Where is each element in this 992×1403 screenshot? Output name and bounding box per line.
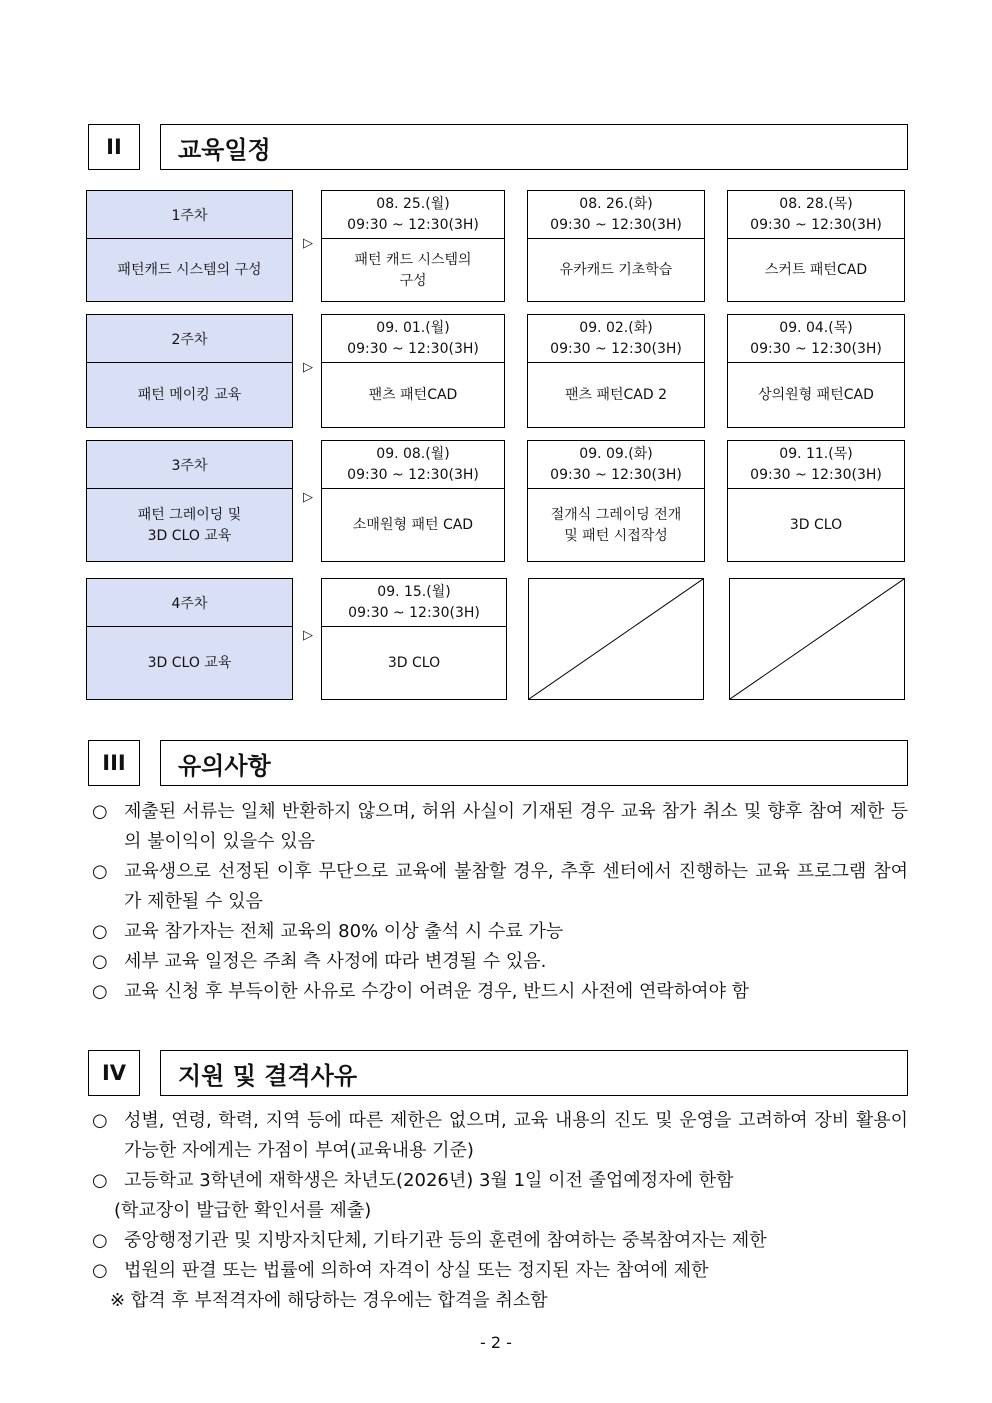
session-time: 09:30 ~ 12:30(3H) <box>750 466 882 483</box>
section-3-title: 유의사항 <box>160 740 908 786</box>
list-item <box>92 1226 908 1256</box>
session-box <box>727 314 905 428</box>
session-time: 09:30 ~ 12:30(3H) <box>750 216 882 233</box>
note-text: 고등학교 3학년에 재학생은 차년도(2026년) 3월 1일 이전 졸업예정자에 한함 <box>124 1170 734 1191</box>
session-line: 유카캐드 기초학습 <box>559 262 673 278</box>
session-line: 3D CLO <box>789 517 843 533</box>
list-item <box>92 797 908 857</box>
session-box <box>527 190 705 302</box>
note-text: 법원의 판결 또는 법률에 의하여 자격이 상실 또는 정지된 자는 참여에 제한 <box>124 1260 709 1281</box>
session-header <box>528 191 704 239</box>
list-item <box>92 917 908 947</box>
arrow-icon: ▷ <box>303 628 313 643</box>
empty-cell <box>528 578 704 700</box>
week-title-line: 패턴 메이킹 교육 <box>137 387 242 403</box>
session-date: 09. 11.(목) <box>779 445 853 462</box>
session-time: 09:30 ~ 12:30(3H) <box>347 216 479 233</box>
footnote <box>92 1286 908 1316</box>
session-line: 및 패턴 시접작성 <box>564 527 668 544</box>
session-date: 08. 25.(월) <box>376 195 450 212</box>
session-box <box>527 314 705 428</box>
session-time: 09:30 ~ 12:30(3H) <box>550 466 682 483</box>
session-content <box>528 239 704 302</box>
notes-list <box>92 797 908 1007</box>
session-line: 스커트 패턴CAD <box>764 262 868 278</box>
week-title <box>87 489 292 562</box>
session-header <box>322 191 504 239</box>
session-content <box>728 239 904 302</box>
session-line: 소매원형 패턴 CAD <box>352 517 474 533</box>
list-item <box>92 1106 908 1166</box>
session-date: 09. 08.(월) <box>376 445 450 462</box>
session-date: 09. 09.(화) <box>579 445 653 462</box>
session-content <box>728 363 904 428</box>
session-content <box>322 363 504 428</box>
week-label: 2주차 <box>87 315 292 363</box>
session-date: 09. 04.(목) <box>779 319 853 336</box>
bullet-icon: ○ <box>92 1110 108 1131</box>
note-text: 교육생으로 선정된 이후 무단으로 교육에 불참할 경우, 추후 센터에서 진행하는 교육 프로그램 참여가 제한될 수 있음 <box>124 861 908 912</box>
session-header <box>528 441 704 489</box>
empty-cell <box>729 578 905 700</box>
week-label: 4주차 <box>87 579 292 627</box>
section-4-number: IV <box>88 1050 140 1096</box>
session-header <box>728 315 904 363</box>
bullet-icon: ○ <box>92 1260 108 1281</box>
bullet-icon: ○ <box>92 1170 108 1191</box>
session-time: 09:30 ~ 12:30(3H) <box>750 340 882 357</box>
session-header <box>728 191 904 239</box>
session-line: 절개식 그레이딩 전개 <box>550 506 682 523</box>
list-item <box>92 977 908 1007</box>
session-content <box>322 239 504 302</box>
session-date: 08. 26.(화) <box>579 195 653 212</box>
week-title <box>87 239 292 302</box>
week-label: 1주차 <box>87 191 292 239</box>
note-text: 세부 교육 일정은 주최 측 사정에 따라 변경될 수 있음. <box>124 951 547 972</box>
session-box <box>321 578 507 700</box>
session-time: 09:30 ~ 12:30(3H) <box>348 604 480 621</box>
week-title-line: 3D CLO 교육 <box>147 527 232 544</box>
diagonal-line <box>730 579 904 699</box>
bullet-icon: ○ <box>92 981 108 1002</box>
session-line: 패턴 캐드 시스템의 <box>354 251 472 268</box>
arrow-icon: ▷ <box>303 236 313 251</box>
diagonal-line <box>529 579 703 699</box>
session-box <box>527 440 705 562</box>
week-title <box>87 627 292 700</box>
session-date: 09. 02.(화) <box>579 319 653 336</box>
session-time: 09:30 ~ 12:30(3H) <box>550 340 682 357</box>
session-header <box>322 579 506 627</box>
week-1-box <box>86 190 293 302</box>
session-content <box>322 627 506 700</box>
session-content <box>528 363 704 428</box>
session-time: 09:30 ~ 12:30(3H) <box>550 216 682 233</box>
note-text: 교육 신청 후 부득이한 사유로 수강이 어려운 경우, 반드시 사전에 연락하여야 함 <box>124 981 750 1002</box>
week-title-line: 패턴캐드 시스템의 구성 <box>117 262 262 278</box>
list-item <box>92 1196 908 1226</box>
session-date: 09. 01.(월) <box>376 319 450 336</box>
bullet-icon: ○ <box>92 1230 108 1251</box>
session-line: 3D CLO <box>387 655 441 671</box>
section-2-title: 교육일정 <box>160 124 908 170</box>
week-4-box <box>86 578 293 700</box>
session-date: 08. 28.(목) <box>779 195 853 212</box>
list-item <box>92 857 908 917</box>
bullet-icon: ○ <box>92 801 108 822</box>
bullet-icon: ○ <box>92 921 108 942</box>
session-line: 팬츠 패턴CAD <box>368 387 458 403</box>
list-item <box>92 1256 908 1286</box>
week-title-line: 3D CLO 교육 <box>147 655 232 671</box>
session-line: 상의원형 패턴CAD <box>758 387 874 403</box>
note-text: 중앙행정기관 및 지방자치단체, 기타기관 등의 훈련에 참여하는 중복참여자는 제한 <box>124 1230 767 1251</box>
section-4-title: 지원 및 결격사유 <box>160 1050 908 1096</box>
note-text: 제출된 서류는 일체 반환하지 않으며, 허위 사실이 기재된 경우 교육 참가 취소 및 향후 참여 제한 등의 불이익이 있을수 있음 <box>124 801 908 852</box>
week-title-line: 패턴 그레이딩 및 <box>137 506 242 523</box>
arrow-icon: ▷ <box>303 360 313 375</box>
list-item <box>92 1166 908 1196</box>
week-3-box <box>86 440 293 562</box>
week-title <box>87 363 292 428</box>
footnote-text: ※ 합격 후 부적격자에 해당하는 경우에는 합격을 취소함 <box>110 1290 548 1311</box>
note-text: 교육 참가자는 전체 교육의 80% 이상 출석 시 수료 가능 <box>124 921 564 942</box>
session-box <box>321 314 505 428</box>
bullet-icon: ○ <box>92 951 108 972</box>
list-item <box>92 947 908 977</box>
bullet-icon: ○ <box>92 861 108 882</box>
page-number: - 2 - <box>480 1333 512 1352</box>
session-box <box>727 440 905 562</box>
session-time: 09:30 ~ 12:30(3H) <box>347 466 479 483</box>
session-content <box>528 489 704 562</box>
session-line: 구성 <box>399 272 427 289</box>
session-header <box>528 315 704 363</box>
note-text: 성별, 연령, 학력, 지역 등에 따른 제한은 없으며, 교육 내용의 진도 및 운영을 고려하여 장비 활용이 가능한 자에게는 가점이 부여(교육내용 기준) <box>124 1110 908 1161</box>
week-2-box <box>86 314 293 428</box>
session-time: 09:30 ~ 12:30(3H) <box>347 340 479 357</box>
session-content <box>728 489 904 562</box>
section-3-number: III <box>88 740 140 786</box>
session-header <box>322 441 504 489</box>
week-label: 3주차 <box>87 441 292 489</box>
eligibility-list <box>92 1106 908 1316</box>
session-date: 09. 15.(월) <box>377 583 451 600</box>
arrow-icon: ▷ <box>303 490 313 505</box>
session-line: 팬츠 패턴CAD 2 <box>564 387 668 403</box>
session-header <box>322 315 504 363</box>
session-content <box>322 489 504 562</box>
note-text: (학교장이 발급한 확인서를 제출) <box>114 1200 372 1221</box>
session-box <box>321 190 505 302</box>
session-header <box>728 441 904 489</box>
session-box <box>321 440 505 562</box>
session-box <box>727 190 905 302</box>
section-2-number: II <box>88 124 140 170</box>
